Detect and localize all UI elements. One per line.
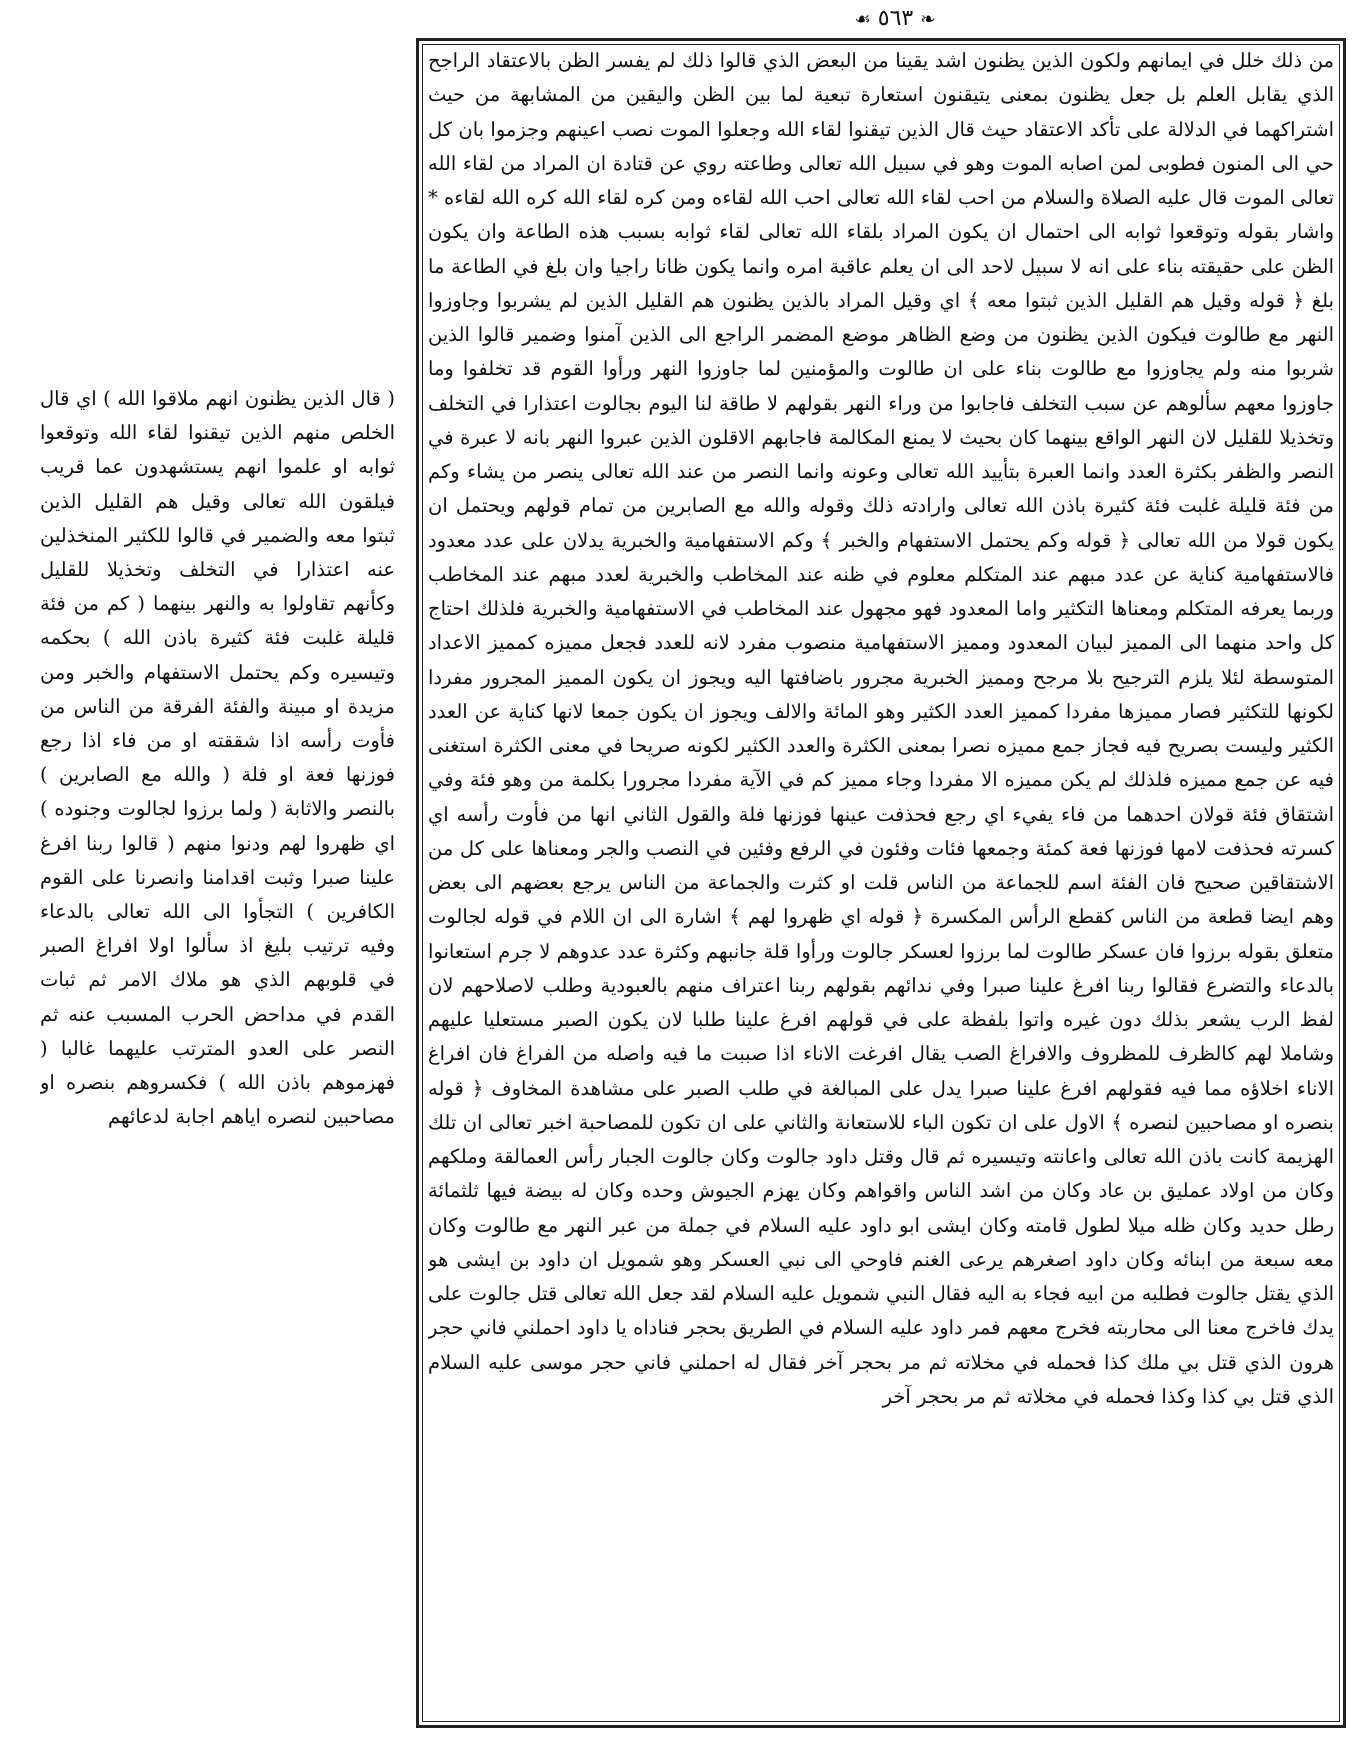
page-header — [800, 4, 990, 34]
margin-text-block — [40, 382, 395, 1712]
commentary-paragraph: من ذلك خلل في ايمانهم ولكون الذين يظنون اشد يقينا من البعض الذي قالوا ذلك لم يفسر الظن بالاعتقاد الراجح الذي يقابل العلم بل جعل يظنون بمعنى يتيقنون استعارة تبعية لما بين الظن واليقين من المشابهة من حيث اشتراكهما في الدلالة على تأكد الاعتقاد حيث قال الذين تيقنوا لقاء الله وجعلوا الموت نصب اعينهم وجزموا بان كل حي الى المنون فطوبى لمن اصابه الموت وهو في سبيل الله تعالى وطاعته روي عن قتادة ان المراد من لقاء الله تعالى الموت قال عليه الصلاة والسلام من احب لقاء الله تعالى احب الله لقاءه ومن كره لقاء الله كره الله لقاءه * واشار بقوله وتوقعوا ثوابه الى احتمال ان يكون المراد بلقاء الله تعالى لقاء ثوابه بسبب هذه الطاعة وان يكون الظن على حقيقته بناء على انه لا سبيل لاحد الى ان يعلم عاقبة امره وانما يكون ظانا راجيا وان بلغ في الطاعة ما بلغ ﴿ قوله وقيل هم القليل الذين ثبتوا معه ﴾ اي وقيل المراد بالذين يظنون هم القليل الذين لم يشربوا وجاوزوا النهر مع طالوت فيكون الذين يظنون من وضع الظاهر موضع المضمر الراجع الى الذين آمنوا وضمير قالوا الذين شربوا منه ولم يجاوزوا مع طالوت بناء على ان طالوت والمؤمنين لما جاوزوا النهر ورأوا القوم قد تخلفوا وما جاوزوا معهم سألوهم عن سبب التخلف فاجابوا من وراء النهر بقولهم لا طاقة لنا اليوم بجالوت اعتذارا في التخلف وتخذيلا للقليل لان النهر الواقع بينهما كان بحيث لا يمنع المكالمة فاجابهم الاقلون الذين عبروا النهر بانه لا عبرة في النصر والظفر بكثرة العدد وانما العبرة بتأييد الله تعالى وعونه وانما النصر من عند الله تعالى ينصر من يشاء وكم من فئة قليلة غلبت فئة كثيرة باذن الله تعالى وارادته ذلك وقوله والله مع الصابرين من تمام قولهم ويحتمل ان يكون قولا من الله تعالى ﴿ قوله وكم يحتمل الاستفهام والخبر ﴾ وكم الاستفهامية والخبرية يدلان على عدد معدود فالاستفهامية كناية عن عدد مبهم عند المتكلم معلوم في ظنه عند المخاطب والخبرية لعدد مبهم عند المخاطب وربما يعرفه المتكلم ومعناها التكثير واما المعدود فهو مجهول عند المخاطب في الاستفهامية والخبرية فلذلك احتاج كل واحد منهما الى المميز لبيان المعدود ومميز الاستفهامية منصوب مفرد لانه للعدد فجعل مميزه كمميز الاعداد المتوسطة لئلا يلزم الترجيح بلا مرجح ومميز الخبرية مجرور باضافتها اليه ويجوز ان يكون المميز المجرور مفردا لكونها للتكثير فصار مميزها مفردا كمميز العدد الكثير وهو المائة والالف ويجوز ان يكون جمعا لانها كناية عن العدد الكثير وليست بصريح فيه فجاز جمع مميزه نصرا بمعنى الكثرة والعدد الكثير لكونه صريحا في معنى الكثرة استغنى فيه عن جمع مميزه فلذلك لم يكن مميزه الا مفردا وجاء مميز كم في الآية مفردا مجرورا بكلمة من وهو فئة وفي اشتقاق فئة قولان احدهما من فاء يفيء اي رجع فحذفت عينها فوزنها فلة والقول الثاني انها من فأوت رأسه اي كسرته فحذفت لامها فوزنها فعة كمئة وجمعها فئات وفئون في الرفع وفئين في النصب والجر ومعناها على كل من الاشتقاقين صحيح فان الفئة اسم للجماعة من الناس قلت او كثرت والجماعة من الناس يرجع بعضهم الى بعض وهم ايضا قطعة من الناس كقطع الرأس المكسرة ﴿ قوله اي ظهروا لهم ﴾ اشارة الى ان اللام في قوله لجالوت متعلق بقوله برزوا فان عسكر طالوت لما برزوا لعسكر جالوت ورأوا قلة جانبهم وكثرة عدد عدوهم لا جرم استعانوا بالدعاء والتضرع فقالوا ربنا افرغ علينا صبرا وفي ندائهم بقولهم ربنا اعتراف منهم بالعبودية وطلب لاصلاحهم لان لفظ الرب يشعر بذلك دون غيره واتوا بلفظة على في قولهم افرغ علينا طلبا لان يكون الصبر مستعليا عليهم وشاملا لهم كالظرف للمظروف والافراغ الصب يقال افرغت الاناء اذا صببت ما فيه واصله من الفراغ فان افراغ الاناء اخلاؤه مما فيه فقولهم افرغ علينا صبرا يدل على المبالغة في طلب الصبر على مشاهدة المخاوف ﴿ قوله بنصره او مصاحبين لنصره ﴾ الاول على ان تكون الباء للاستعانة والثاني على ان تكون للمصاحبة اخبر تعالى ان تلك الهزيمة كانت باذن الله تعالى واعانته وتيسيره ثم قال وقتل داود جالوت وكان جالوت الجبار رأس العمالقة وملكهم وكان من اولاد عمليق بن عاد وكان من اشد الناس واقواهم وكان يهزم الجيوش وحده وكان له بيضة فيها ثلثمائة رطل حديد وكان ظله ميلا لطول قامته وكان ايشى ابو داود عليه السلام في جملة من عبر النهر مع طالوت وكان معه سبعة من ابنائه وكان داود اصغرهم يرعى الغنم فاوحي الى نبي العسكر وهو شمويل ان داود بن ايشى هو الذي يقتل جالوت فطلبه من ابيه فجاء به اليه فقال النبي شمويل عليه السلام لقد جعل الله تعالى قتل جالوت على يدك فاخرج معنا الى محاربته فخرج معهم فمر داود عليه السلام في الطريق بحجر فناداه يا داود احملني فاني حجر هرون الذي قتل بي ملك كذا فحمله في مخلاته ثم مر بحجر آخر فقال له احملني فاني حجر موسى عليه السلام الذي قتل بي كذا وكذا فحمله في مخلاته ثم مر بحجر آخر — [428, 49, 1334, 1408]
page-number: ٥٦٣ — [877, 6, 914, 31]
commentary-text-block — [428, 44, 1334, 1720]
ornament-right-icon: ❧ — [920, 9, 936, 30]
ornament-left-icon: ☙ — [854, 9, 871, 30]
margin-paragraph: ( قال الذين يظنون انهم ملاقوا الله ) اي قال الخلص منهم الذين تيقنوا لقاء الله وتوقعوا ثوابه او علموا انهم يستشهدون عما قريب فيلقون الله تعالى وقيل هم القليل الذين ثبتوا معه والضمير في قالوا للكثير المنخذلين عنه اعتذارا في التخلف وتخذيلا للقليل وكأنهم تقاولوا به والنهر بينهما ( كم من فئة قليلة غلبت فئة كثيرة باذن الله ) بحكمه وتيسيره وكم يحتمل الاستفهام والخبر ومن مزيدة او مبينة والفئة الفرقة من الناس من فأوت رأسه اذا شققته او من فاء اذا رجع فوزنها فعة او فلة ( والله مع الصابرين ) بالنصر والاثابة ( ولما برزوا لجالوت وجنوده ) اي ظهروا لهم ودنوا منهم ( قالوا ربنا افرغ علينا صبرا وثبت اقدامنا وانصرنا على القوم الكافرين ) التجأوا الى الله تعالى بالدعاء وفيه ترتيب بليغ اذ سألوا اولا افراغ الصبر في قلوبهم الذي هو ملاك الامر ثم ثبات القدم في مداحض الحرب المسبب عنه ثم النصر على العدو المترتب عليهما غالبا ( فهزموهم باذن الله ) فكسروهم بنصره او مصاحبين لنصره اياهم اجابة لدعائهم — [40, 387, 395, 1129]
